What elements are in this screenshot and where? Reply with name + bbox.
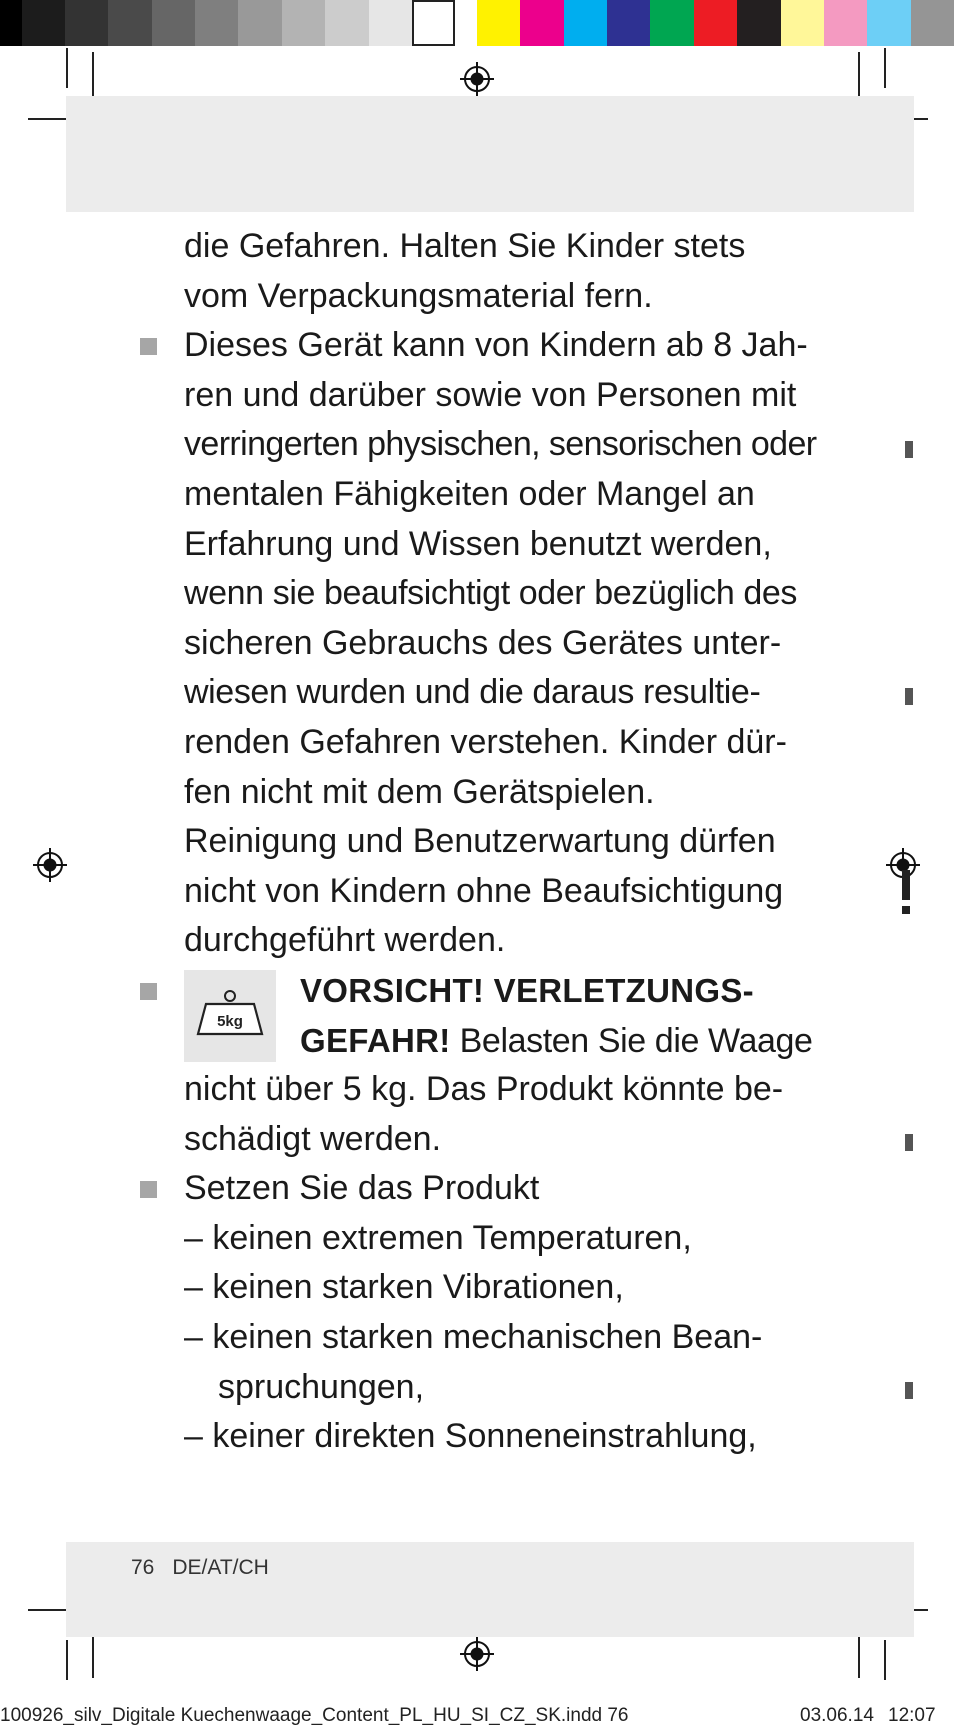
color-swatch: [911, 0, 954, 46]
text-line: schädigt werden.: [184, 1119, 442, 1158]
bleed-mark: [905, 1134, 913, 1151]
dash-item: – keiner direkten Sonneneinstrahlung,: [184, 1417, 757, 1456]
text-line: Erfahrung und Wissen benutzt werden,: [184, 524, 772, 563]
warning-text: Belasten Sie die Waage: [450, 1021, 813, 1060]
text-line: durchgeführt werden.: [184, 921, 506, 960]
dash-item: – keinen extremen Temperaturen,: [184, 1218, 692, 1257]
crop-mark: [858, 1630, 860, 1678]
registration-mark-icon: [460, 62, 494, 96]
text-line: mentalen Fähigkeiten oder Mangel an: [184, 474, 755, 513]
dash-item: – keinen starken Vibrationen,: [184, 1268, 624, 1307]
bleed-mark: [905, 441, 913, 458]
registration-mark-icon: [460, 1637, 494, 1671]
color-swatch: [369, 0, 412, 46]
bleed-exclamation-dot: [902, 906, 910, 914]
list-item-children-safety: [136, 321, 836, 966]
dash-item: – keinen starken mechanischen Bean-: [184, 1318, 763, 1357]
locale-label: DE/AT/CH: [172, 1556, 269, 1579]
square-bullet-icon: [140, 338, 157, 355]
page-number: 76: [131, 1556, 155, 1579]
header-band: [66, 96, 914, 212]
color-swatch: [781, 0, 824, 46]
slug-time: 12:07: [888, 1705, 936, 1726]
warning-heading: VORSICHT! VERLETZUNGS-: [300, 971, 754, 1009]
page-footer: [131, 1556, 287, 1580]
text-line: nicht von Kindern ohne Beaufsichtigung: [184, 871, 784, 910]
safety-instructions: [136, 222, 836, 1462]
bleed-mark: [905, 1382, 913, 1399]
crop-mark: [66, 1640, 68, 1680]
color-swatch: [477, 0, 520, 46]
color-swatch: [607, 0, 650, 46]
square-bullet-icon: [140, 983, 157, 1000]
crop-mark: [884, 48, 886, 88]
color-swatch: [455, 0, 477, 46]
crop-mark: [66, 48, 68, 88]
registration-mark-icon: [33, 848, 67, 882]
text-line: Reinigung und Benutzerwartung dürfen: [184, 822, 776, 861]
text-line: die Gefahren. Halten Sie Kinder stets: [184, 227, 746, 265]
bleed-mark: [905, 688, 913, 705]
color-swatch: [0, 0, 22, 46]
color-swatch: [694, 0, 737, 46]
color-calibration-bar: [0, 0, 954, 46]
text-line: wenn sie beaufsichtigt oder bezüglich des: [184, 574, 797, 613]
crop-mark: [92, 1630, 94, 1678]
dash-item-continuation: spruchungen,: [218, 1367, 425, 1406]
color-swatch: [564, 0, 607, 46]
color-swatch: [325, 0, 368, 46]
text-line: verringerten physischen, sensorischen oder: [184, 425, 817, 464]
crop-mark: [858, 52, 860, 100]
text-line: Setzen Sie das Produkt: [184, 1169, 540, 1208]
text-line: vom Verpackungsmaterial fern.: [184, 276, 653, 315]
color-swatch: [867, 0, 910, 46]
warning-heading-cont: GEFAHR!: [300, 1021, 451, 1059]
color-swatch: [520, 0, 563, 46]
color-swatch: [650, 0, 693, 46]
text-line: nicht über 5 kg. Das Produkt könnte be-: [184, 1070, 784, 1109]
slug-filename: 100926_silv_Digitale Kuechenwaage_Content_PL_HU_SI_CZ_SK.indd 76: [0, 1705, 629, 1726]
color-swatch: [282, 0, 325, 46]
text-line: ren und darüber sowie von Personen mit: [184, 375, 797, 414]
crop-mark: [884, 1640, 886, 1680]
weight-limit-label: 5kg: [217, 1012, 243, 1030]
color-swatch: [195, 0, 238, 46]
color-swatch: [737, 0, 780, 46]
color-swatch: [22, 0, 65, 46]
text-line: renden Gefahren verstehen. Kinder dür-: [184, 722, 787, 761]
weight-limit-icon: [184, 970, 276, 1062]
color-swatch: [238, 0, 281, 46]
crop-mark: [92, 52, 94, 100]
list-item-environment: [136, 1164, 836, 1462]
bleed-exclamation: [902, 870, 910, 900]
slug-date: 03.06.14: [800, 1705, 874, 1726]
text-line: sicheren Gebrauchs des Gerätes unter-: [184, 623, 782, 662]
list-item-weight-warning: [136, 966, 836, 1164]
square-bullet-icon: [140, 1181, 157, 1198]
text-line: Dieses Gerät kann von Kindern ab 8 Jah-: [184, 326, 808, 365]
text-line: fen nicht mit dem Gerätspielen.: [184, 772, 655, 811]
text-line: wiesen wurden und die daraus resultie-: [184, 673, 761, 712]
color-swatch: [65, 0, 108, 46]
color-swatch: [108, 0, 151, 46]
color-swatch: [412, 0, 455, 46]
color-swatch: [824, 0, 867, 46]
color-swatch: [152, 0, 195, 46]
